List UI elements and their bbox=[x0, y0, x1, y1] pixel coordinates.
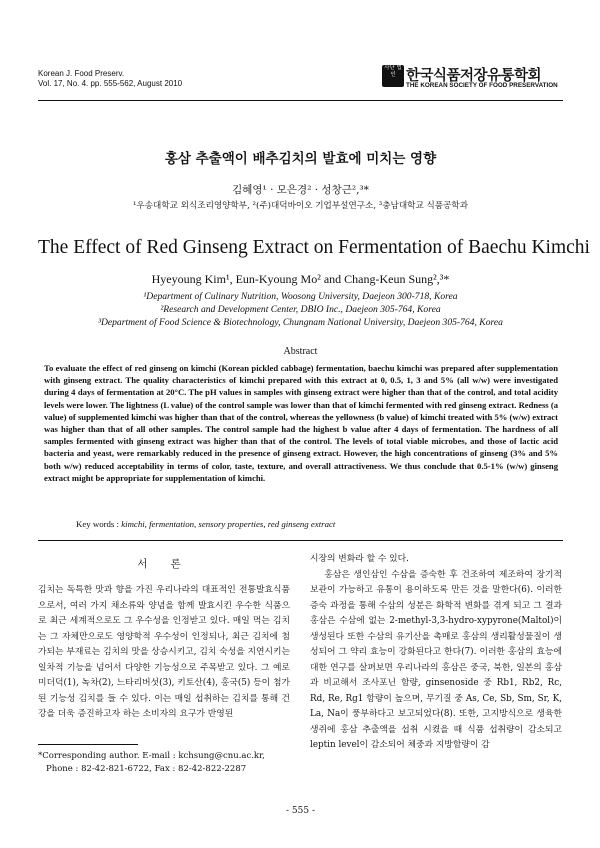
page-number: - 555 - bbox=[286, 806, 315, 816]
keywords bbox=[76, 519, 335, 529]
footnote-rule bbox=[38, 744, 138, 745]
keywords-label: Key words : bbox=[76, 519, 120, 529]
body-right-column: 시장의 변화라 할 수 있다. 홍삼은 생인삼인 수삼을 증숙한 후 건조하여 제조하여 장기적 보관이 가능하고 유통이 용이하도록 만든 것을 말한다(6). 이러한 증숙 과정을 통해 수삼의 성분은 화학적 변화를 겪게 되고 그 결과 홍삼은 수삼에 없는 2-methyl-3,3-hydro-xypyrone(Maltol)이 생성된다 또한 수삼의 유기산을 촉매로 홍삼의 생리활성물질이 생성되어 그 약리 효능이 강화된다고 한다(7). 이러한 홍삼의 효능에 대한 연구를 살펴보면 우리나라의 홍삼은 중국, 북한, 일본의 홍삼과 비교해서 조사포닌 함량, ginsenoside 중 Rb1, Rb2, Rc, Rd, Re, Rg1 함량이 높으며, 무기질 중 As, Ce, Sb, Sm, Sr, K, La, Na이 풍부하다고 보고되었다(8). 또한, 고지방식으로 생육한 생쥐에 홍삼 추출액을 섭취 시켰을 때 식품 섭취량이 감소되고 leptin level이 감소되어 체중과 지방함량이 감 bbox=[310, 554, 562, 750]
affiliation-english-2: ²Research and Development Center, DBIO Inc., Daejeon 305-764, Korea bbox=[160, 304, 441, 315]
title-english: The Effect of Red Ginseng Extract on Fermentation of Baechu Kimchi bbox=[38, 237, 590, 258]
affiliation-english-1: ¹Department of Culinary Nutrition, Woosong University, Daejeon 300-718, Korea bbox=[143, 291, 458, 302]
body-left-column: 김치는 독특한 맛과 향을 가진 우리나라의 대표적인 전통발효식품으로서, 여러 가지 채소류와 양념을 함께 발효시킨 우수한 식품으로 최근 세계적으로도 그 우수성을 인정받고 있다. 매일 먹는 김치는 그 자체만으로도 영양학적 우수성이 인정되나, 최근 김치에 첨가되는 부재료는 김치의 맛을 상승시키고, 김치 숙성을 지연시키는 일차적 기능을 넘어서 다양한 기능성으로 주목받고 있다. 그 예로 미더덕(1), 녹차(2), 느타리버섯(3), 키토산(4), 홍국(5) 등이 첨가된 기능성 김치를 들 수 있다. 이는 매일 섭취하는 김치를 통해 건강을 더욱 증진하고자 하는 소비자의 요구가 반영된 bbox=[38, 585, 290, 719]
abstract-rule bbox=[38, 540, 563, 541]
journal-volume: Vol. 17, No. 4. pp. 555-562, August 2010 bbox=[38, 79, 183, 88]
affiliations-korean: ¹우송대학교 외식조리영양학부, ²(주)대덕바이오 기업부설연구소, ³충남대학교 식품공학과 bbox=[132, 201, 469, 211]
society-seal: 사단 법인 bbox=[382, 65, 404, 87]
title-korean: 홍삼 추출액이 배추김치의 발효에 미치는 영향 bbox=[164, 151, 437, 167]
journal-citation bbox=[38, 69, 182, 89]
authors-english: Hyeyoung Kim¹, Eun-Kyoung Mo² and Chang-Keun Sung²,³* bbox=[151, 272, 450, 286]
society-logo bbox=[382, 64, 564, 96]
authors-korean: 김혜영¹ · 모은경² · 성창근²,³* bbox=[232, 184, 369, 196]
abstract-text: To evaluate the effect of red ginseng on kimchi (Korean pickled cabbage) fermentation, baechu kimchi was prepared after supplementation with ginseng extract. The quality characteristics of kimchi prepared with this extract at 0, 0.5, 1, 3 and 5% (all w/w) were investigated during 4 days of fermentation at 20°C. The pH values in samples with ginseng extract were higher than that of the control, and total acidity levels were lower. The lightness (L value) of the control sample was lower than that of kimchi fermented with red ginseng extract. Redness (a value) of supplemented kimchi was higher than that of the control, whereas the yellowness (b value) of kimchi treated with 5% (w/w) extract was higher than that of all other samples. The control sample had the highest b value after 4 days of fermentation. The hardness of all samples fermented with ginseng extract was higher than that of the control. The levels of total viable microbes, and those of lactic acid bacteria and yeast, were remarkably reduced in the presence of ginseng extract. However, the high concentrations of ginseng (3% and 5% both w/w) reduced acceptability in terms of color, taste, texture, and overall attractiveness. We thus conclude that 0.5-1% (w/w) ginseng extract might be appropriate for supplementation of kimchi. bbox=[44, 363, 558, 483]
abstract-heading: Abstract bbox=[283, 346, 318, 357]
footnote-email: *Corresponding author. E-mail : kchsung@cnu.ac.kr, bbox=[38, 751, 265, 761]
section-heading-introduction: 서 론 bbox=[137, 558, 191, 570]
society-name-english: THE KOREAN SOCIETY OF FOOD PRESERVATION bbox=[406, 82, 558, 89]
footnote bbox=[38, 750, 265, 776]
header-rule bbox=[38, 100, 563, 101]
society-name-korean: 한국식품저장유통학회 bbox=[406, 68, 542, 84]
affiliation-english-3: ³Department of Food Science & Biotechnology, Chungnam National University, Daejeon 305-764, Korea bbox=[98, 317, 503, 328]
footnote-phone: Phone : 82-42-821-6722, Fax : 82-42-822-2287 bbox=[46, 764, 247, 774]
journal-name: Korean J. Food Preserv. bbox=[38, 69, 125, 78]
keywords-text: kimchi, fermentation, sensory properties, red ginseng extract bbox=[121, 519, 336, 529]
